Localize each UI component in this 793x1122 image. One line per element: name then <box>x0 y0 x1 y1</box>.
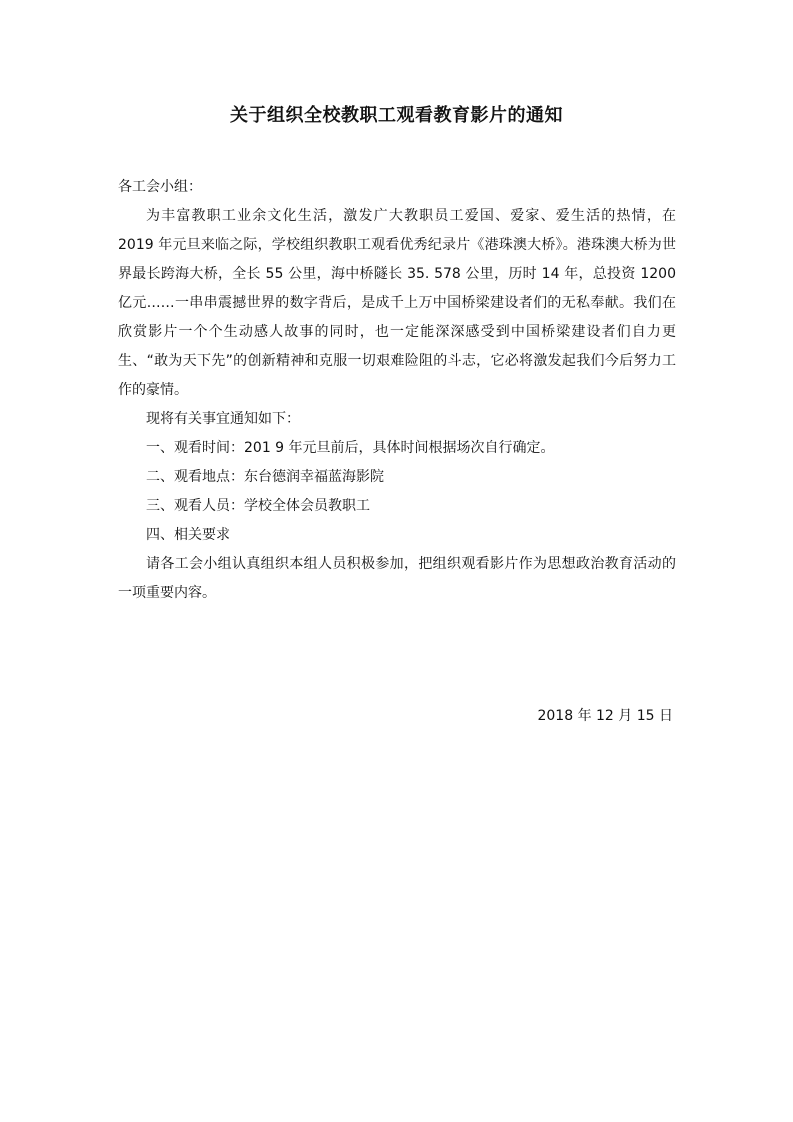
salutation: 各工会小组： <box>118 179 202 195</box>
paragraph-requirement: 请各工会小组认真组织本组人员积极参加，把组织观看影片作为思想政治教育活动的一项重要内容。 <box>118 556 676 601</box>
document-body <box>118 173 676 608</box>
list-item-requirements: 四、相关要求 <box>146 527 230 543</box>
list-item-attendees: 三、观看人员：学校全体会员教职工 <box>146 498 370 514</box>
paragraph-intro: 现将有关事宜通知如下： <box>146 411 300 427</box>
document-date: 2018 年 12 月 15 日 <box>537 708 673 724</box>
list-item-time: 一、观看时间：201 9 年元旦前后，具体时间根据场次自行确定。 <box>146 440 555 456</box>
paragraph-background: 为丰富教职工业余文化生活，激发广大教职员工爱国、爱家、爱生活的热情，在 2019 年元旦来临之际，学校组织教职工观看优秀纪录片《港珠澳大桥》。港珠澳大桥为世界最长跨海大桥，全长 55 公里，海中桥隧长 35. 578 公里，历时 14 年，总投资 1200 亿元……一串串震撼世界的数字背后，是成千上万中国桥梁建设者们的无私奉献。我们在欣赏影片一个个生动感人故事的同时，也一定能深深感受到中国桥梁建设者们自力更生、“敢为天下先”的创新精神和克服一切艰难险阻的斗志，它必将激发起我们今后努力工作的豪情。 <box>118 208 676 398</box>
document-title: 关于组织全校教职工观看教育影片的通知 <box>230 105 563 126</box>
list-item-location: 二、观看地点：东台德润幸福蓝海影院 <box>146 469 384 485</box>
